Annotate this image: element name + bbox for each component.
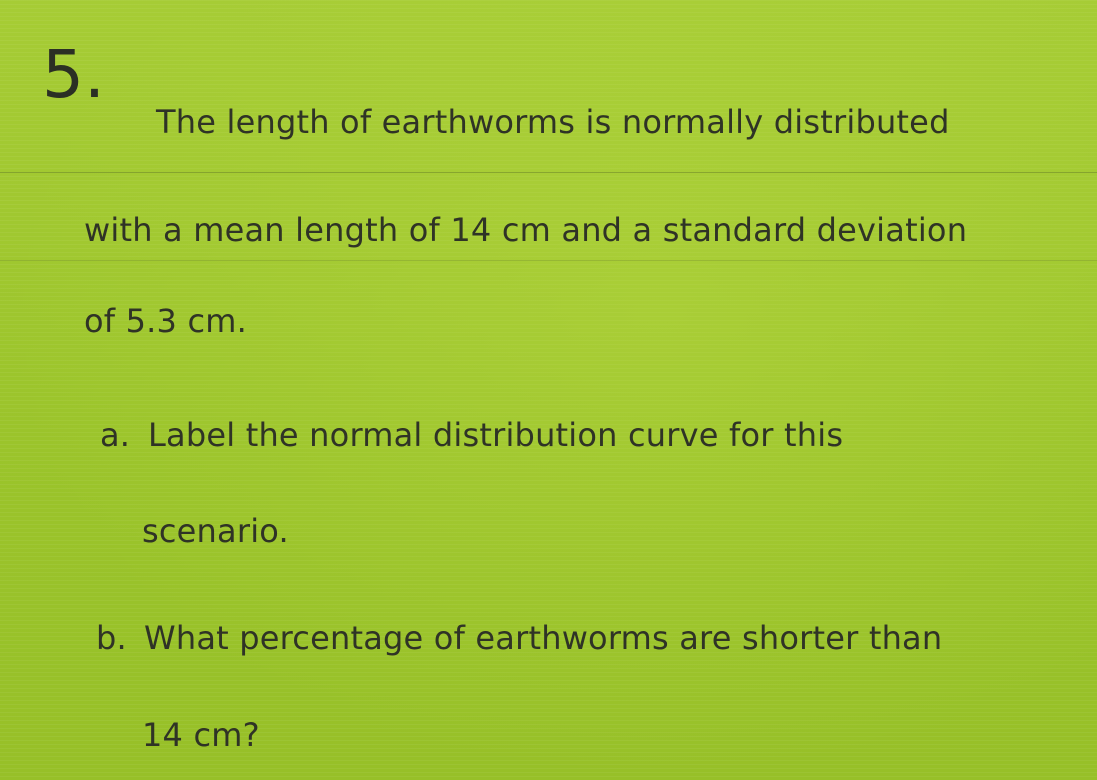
part-a-label: a. xyxy=(100,416,131,454)
part-b-text-line-2: 14 cm? xyxy=(142,716,260,754)
problem-text-line-2: with a mean length of 14 cm and a standard deviation xyxy=(84,211,968,249)
paper-line xyxy=(0,172,1097,173)
part-b-label: b. xyxy=(96,619,127,657)
problem-number: 5. xyxy=(42,36,105,113)
problem-text-line-3: of 5.3 cm. xyxy=(84,302,248,340)
part-a-text-line-1: Label the normal distribution curve for this xyxy=(148,416,844,454)
problem-text-line-1: The length of earthworms is normally distributed xyxy=(156,103,950,141)
part-a-text-line-2: scenario. xyxy=(142,512,289,550)
part-b-text-line-1: What percentage of earthworms are shorter than xyxy=(144,619,943,657)
paper-line xyxy=(0,260,1097,261)
